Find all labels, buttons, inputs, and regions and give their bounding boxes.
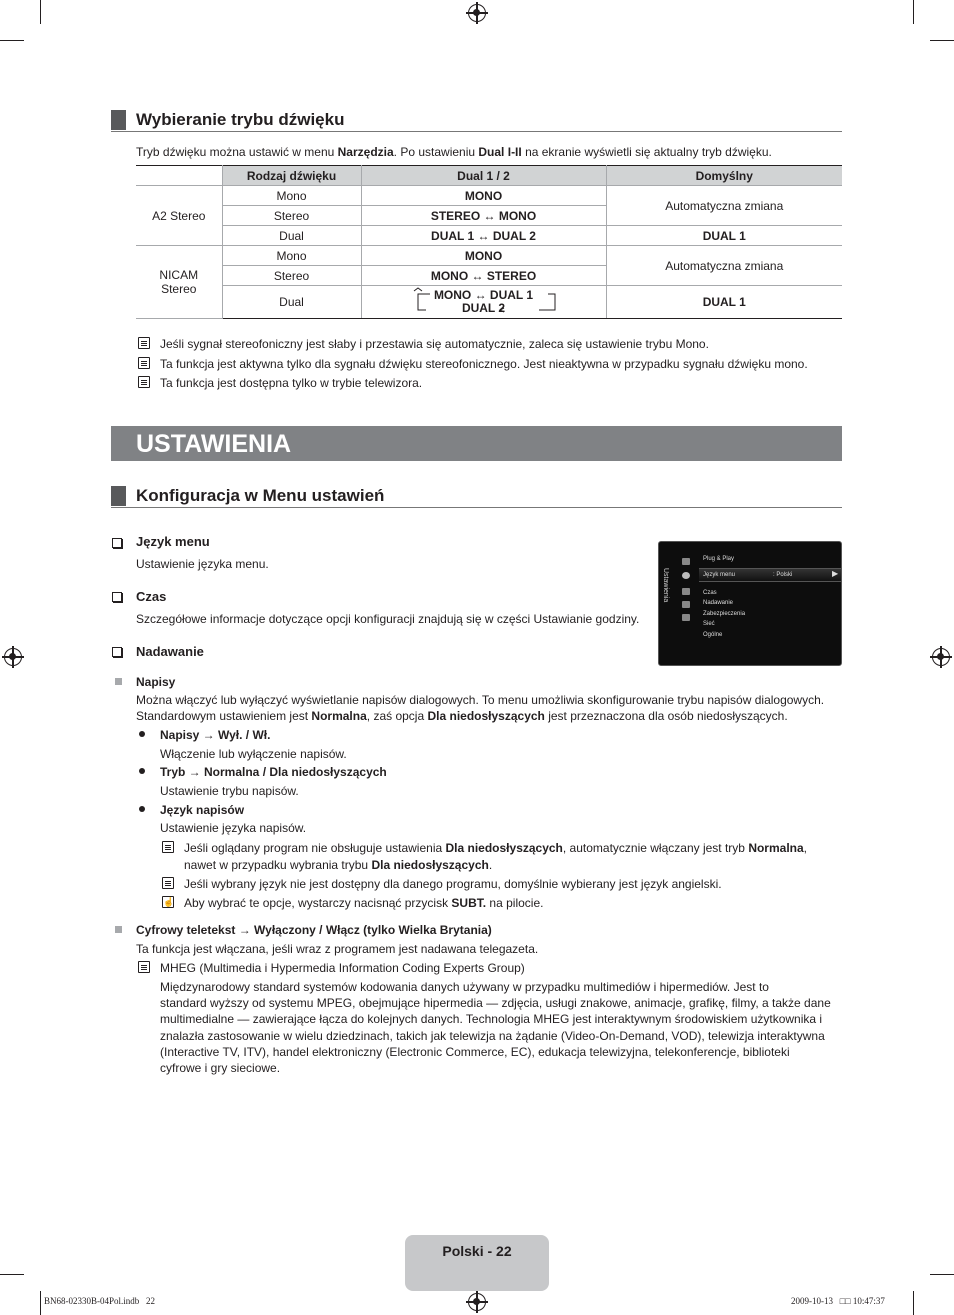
table-cell: DUAL 1	[606, 286, 842, 319]
mheg-desc-line: znalazła zastosowanie w wielu dziedzinach, takich jak telewizja na żądanie (Video-On-Demand, VOD), telewizja interaktywna	[160, 1029, 825, 1043]
osd-item: Nadawanie	[703, 600, 734, 606]
option-desc: Ustawienie języka napisów.	[160, 821, 307, 835]
crop-mark	[40, 0, 41, 24]
osd-item: Sieć	[703, 621, 715, 627]
table-cell: MONO ↔ STEREO	[361, 266, 606, 286]
table-cell: A2 Stereo	[136, 186, 222, 246]
table-cell: DUAL 1 ↔ DUAL 2	[361, 226, 606, 246]
table-cell: Automatyczna zmiana	[606, 186, 842, 226]
table-cell: Dual	[222, 226, 361, 246]
table-header-empty	[136, 166, 222, 186]
table-cell: Automatyczna zmiana	[606, 246, 842, 286]
note-text: Jeśli oglądany program nie obsługuje ustawienia Dla niedosłyszących, automatycznie włączany jest tryb Normalna,	[184, 841, 808, 855]
table-cell: NICAM Stereo	[136, 246, 222, 319]
heading-bar	[111, 110, 126, 130]
bullet-icon	[139, 806, 145, 812]
item-desc: Szczegółowe informacje dotyczące opcji konfiguracji znajdują się w części Ustawianie godziny.	[136, 612, 640, 626]
square-bullet-icon	[115, 926, 122, 933]
table-cell: STEREO ↔ MONO	[361, 206, 606, 226]
table-cell: MONO	[361, 186, 606, 206]
osd-menu-icon	[682, 614, 690, 621]
table-cell: DUAL 1	[606, 226, 842, 246]
option-title: Napisy → Wył. / Wł.	[160, 728, 271, 742]
item-title: Język menu	[136, 534, 210, 549]
crop-mark	[930, 40, 954, 41]
item-desc: Ta funkcja jest włączana, jeśli wraz z programem jest nadawana telegazeta.	[136, 942, 539, 956]
cycle-arrow-icon	[362, 286, 607, 319]
heading-bar	[111, 486, 126, 506]
registration-mark-icon	[468, 1293, 486, 1311]
note-text: Jeśli wybrany język nie jest dostępny dla danego programu, domyślnie wybierany jest język angielski.	[184, 877, 722, 891]
checkbox-bullet-icon	[112, 538, 122, 548]
osd-side-label: Ustawienia	[662, 568, 669, 603]
note-text: Jeśli sygnał stereofoniczny jest słaby i przestawia się automatycznie, zaleca się ustawienie trybu Mono.	[160, 337, 709, 351]
bullet-icon	[139, 768, 145, 774]
mheg-desc-line: Międzynarodowy standard systemów kodowania danych używany w przypadku multimediów i hipermediów. Jest to	[160, 980, 769, 994]
crop-mark	[40, 1291, 41, 1315]
intro-text: Tryb dźwięku można ustawić w menu Narzędzia. Po ustawieniu Dual I-II na ekranie wyświetli się aktualny tryb dźwięku.	[136, 145, 772, 159]
osd-item: Zabezpieczenia	[703, 611, 746, 617]
table-cell: Dual	[222, 286, 361, 319]
crop-mark	[930, 1274, 954, 1275]
item-title: Czas	[136, 589, 167, 604]
item-title: Napisy	[136, 675, 176, 689]
item-title: Nadawanie	[136, 644, 204, 659]
chapter-title: USTAWIENIA	[136, 430, 292, 458]
crop-mark	[0, 1274, 24, 1275]
table-cell: Stereo	[222, 266, 361, 286]
osd-item: Czas	[703, 590, 717, 596]
item-desc: Standardowym ustawieniem jest Normalna, zaś opcja Dla niedosłyszących jest przeznaczona dla osób niedosłyszących.	[136, 709, 788, 723]
registration-mark-icon	[468, 4, 486, 22]
note-text: MHEG (Multimedia i Hypermedia Information Coding Experts Group)	[160, 961, 525, 975]
square-bullet-icon	[115, 678, 122, 685]
note-icon	[162, 841, 174, 853]
section-heading	[111, 110, 842, 132]
option-desc: Ustawienie trybu napisów.	[160, 784, 299, 798]
note-text: nawet w przypadku wybrania trybu Dla niedosłyszących.	[184, 858, 493, 872]
page-number-tab	[405, 1235, 549, 1291]
note-text: Ta funkcja jest dostępna tylko w trybie telewizora.	[160, 376, 423, 390]
crop-mark	[913, 0, 914, 24]
hand-pointer-icon: ☝	[163, 897, 175, 907]
mheg-desc-line: standard wyższy od systemu MPEG, obejmujące hipermedia — zdjęcia, usługi znakowe, animacje, grafikę, filmy, a także dane	[160, 996, 831, 1010]
note-icon	[138, 357, 150, 369]
table-cell: MONO	[361, 246, 606, 266]
table-header: Dual 1 / 2	[361, 166, 606, 186]
note-icon	[138, 376, 150, 388]
chapter-banner	[111, 426, 842, 461]
tv-menu-screenshot	[658, 541, 842, 666]
print-slug-right: 2009-10-13 □□ 10:47:37	[791, 1296, 885, 1306]
osd-menu-icon	[682, 558, 690, 565]
arrow-right-icon: ▶	[832, 569, 839, 578]
osd-menu-icon	[682, 588, 690, 595]
mheg-desc-line: multimedialne — zawierające łącza do kolejnych danych. Technologia MHEG jest interaktywnym środowiskiem użytkownika i	[160, 1012, 823, 1026]
section-heading	[111, 486, 842, 508]
crop-mark	[913, 1291, 914, 1315]
sound-mode-table	[136, 165, 842, 319]
item-desc: Można włączyć lub wyłączyć wyświetlanie napisów dialogowych. To menu umożliwia skonfigurowanie trybu napisów dialogowych.	[136, 693, 825, 707]
osd-item: Ogólne	[703, 632, 723, 638]
mheg-desc-line: cyfrowe i gry sieciowe.	[160, 1061, 281, 1075]
item-title: Cyfrowy teletekst → Wyłączony / Włącz (tylko Wielka Brytania)	[136, 923, 492, 937]
section-title: Wybieranie trybu dźwięku	[136, 110, 345, 129]
print-slug-left: BN68-02330B-04Pol.indb 22	[44, 1296, 156, 1306]
osd-menu-icon	[682, 601, 690, 608]
table-cell: Mono	[222, 246, 361, 266]
checkbox-bullet-icon	[112, 647, 122, 657]
gear-icon	[682, 572, 690, 579]
table-cell: MONO ↔ DUAL 1 DUAL 2	[361, 286, 606, 319]
mheg-desc-line: (Interactive TV, ITV), handel elektroniczny (Electronic Commerce, EC), edukacja telewizyjna, telekonferencje, biblioteki	[160, 1045, 790, 1059]
note-text: Aby wybrać te opcje, wystarczy nacisnąć przycisk SUBT. na pilocie.	[184, 896, 544, 910]
osd-item-value: : Polski	[773, 572, 793, 578]
note-icon	[138, 961, 150, 973]
option-title: Tryb → Normalna / Dla niedosłyszących	[160, 765, 387, 779]
checkbox-bullet-icon	[112, 592, 122, 602]
table-header: Rodzaj dźwięku	[222, 166, 361, 186]
page-number: Polski - 22	[442, 1243, 512, 1259]
section-title: Konfiguracja w Menu ustawień	[136, 486, 385, 505]
osd-item: Plug & Play	[703, 556, 735, 562]
option-desc: Włączenie lub wyłączenie napisów.	[160, 747, 347, 761]
table-cell: Stereo	[222, 206, 361, 226]
table-cell: Mono	[222, 186, 361, 206]
registration-mark-icon	[932, 648, 950, 666]
crop-mark	[0, 40, 24, 41]
option-title: Język napisów	[160, 803, 245, 817]
bullet-icon	[139, 731, 145, 737]
registration-mark-icon	[4, 648, 22, 666]
note-icon	[162, 877, 174, 889]
item-desc: Ustawienie języka menu.	[136, 557, 269, 571]
note-icon	[138, 337, 150, 349]
table-header: Domyślny	[606, 166, 842, 186]
note-text: Ta funkcja jest aktywna tylko dla sygnału dźwięku stereofonicznego. Jest nieaktywna w przypadku sygnału dźwięku mono.	[160, 357, 808, 371]
osd-item: Język menu	[703, 572, 736, 578]
